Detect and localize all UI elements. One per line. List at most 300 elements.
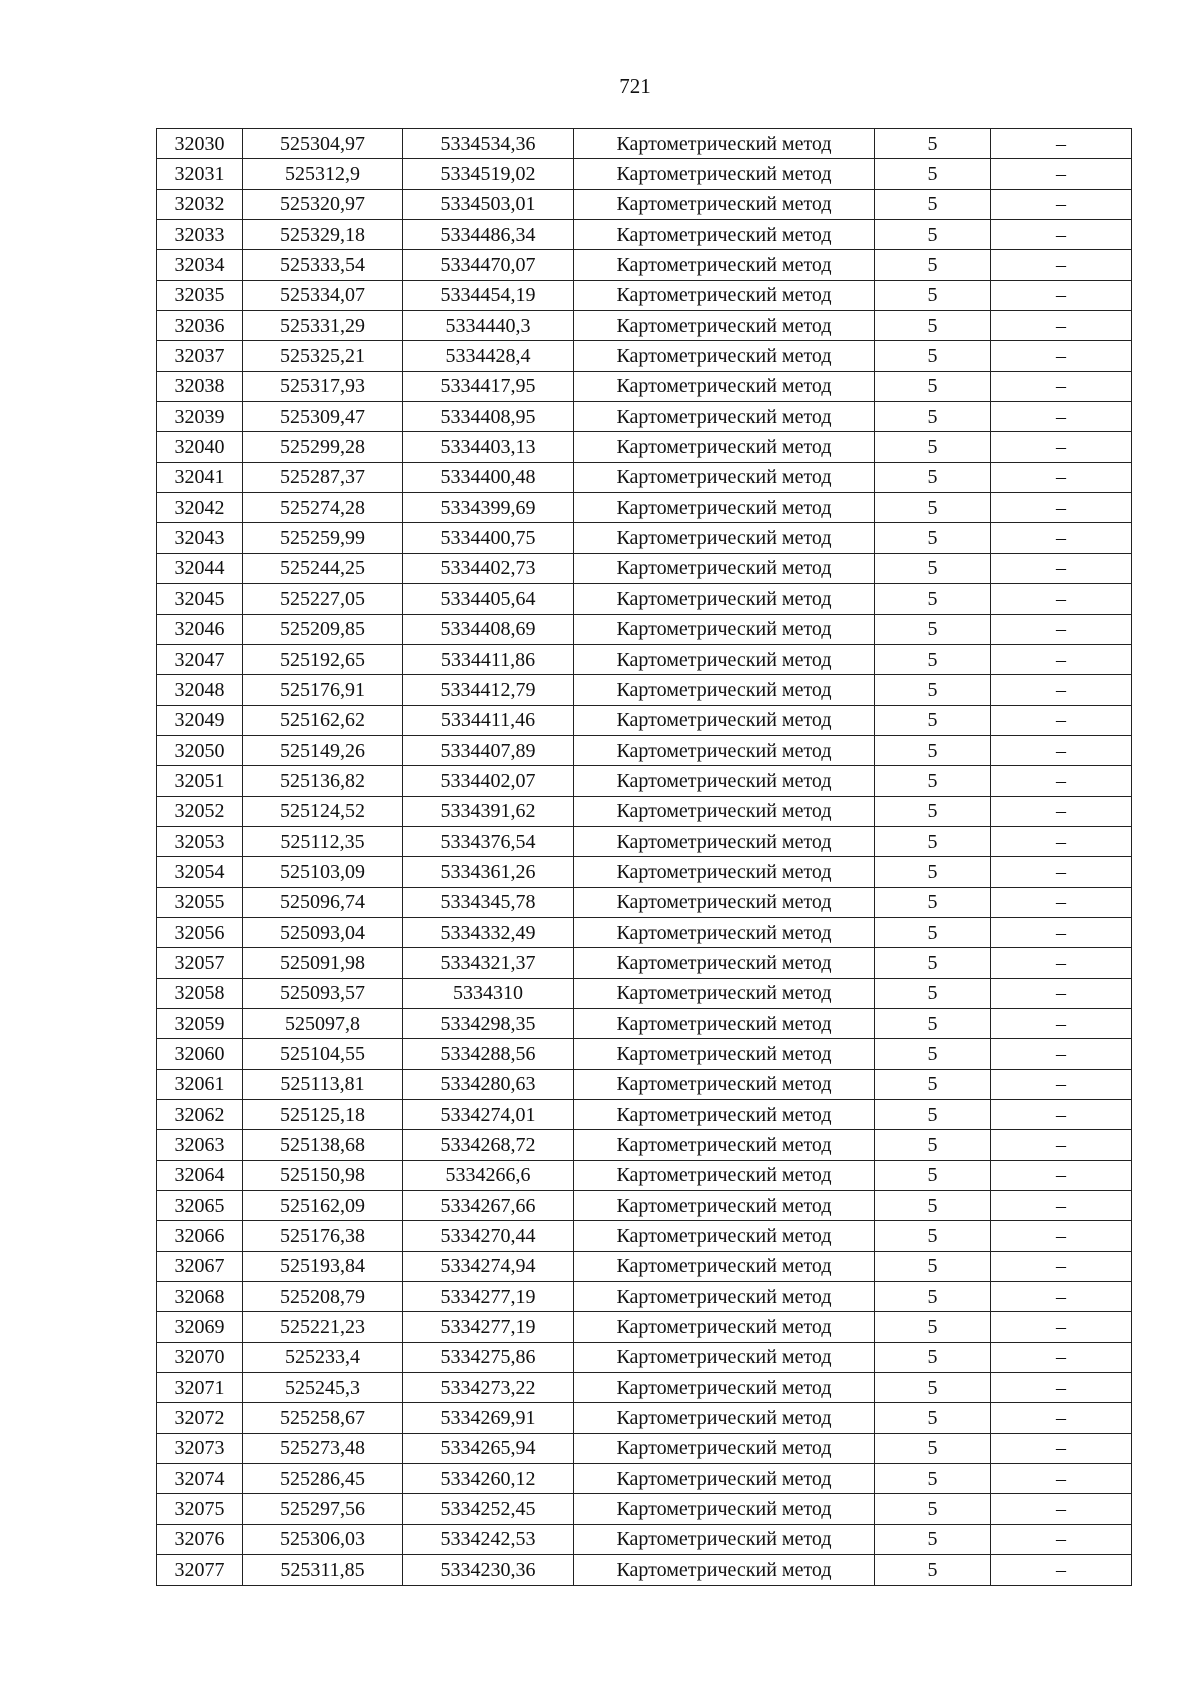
method-cell: Картометрический метод [574,1130,875,1160]
point-number-cell: 32049 [157,705,243,735]
table-row [157,1342,1132,1372]
point-number-cell: 32044 [157,553,243,583]
method-cell: Картометрический метод [574,523,875,553]
accuracy-cell: 5 [875,1008,991,1038]
table-row [157,1039,1132,1069]
point-number-cell: 32041 [157,462,243,492]
description-cell: – [991,462,1132,492]
point-number-cell: 32075 [157,1494,243,1524]
table-row [157,735,1132,765]
method-cell: Картометрический метод [574,189,875,219]
table-row [157,553,1132,583]
y-coordinate-cell: 5334280,63 [403,1069,574,1099]
method-cell: Картометрический метод [574,1100,875,1130]
accuracy-cell: 5 [875,129,991,159]
y-coordinate-cell: 5334275,86 [403,1342,574,1372]
y-coordinate-cell: 5334440,3 [403,311,574,341]
point-number-cell: 32034 [157,250,243,280]
y-coordinate-cell: 5334269,91 [403,1403,574,1433]
method-cell: Картометрический метод [574,1039,875,1069]
y-coordinate-cell: 5334361,26 [403,857,574,887]
y-coordinate-cell: 5334407,89 [403,735,574,765]
y-coordinate-cell: 5334277,19 [403,1282,574,1312]
point-number-cell: 32060 [157,1039,243,1069]
x-coordinate-cell: 525209,85 [243,614,403,644]
description-cell: – [991,1221,1132,1251]
y-coordinate-cell: 5334519,02 [403,159,574,189]
x-coordinate-cell: 525233,4 [243,1342,403,1372]
table-row [157,1312,1132,1342]
y-coordinate-cell: 5334417,95 [403,371,574,401]
x-coordinate-cell: 525192,65 [243,644,403,674]
table-row [157,766,1132,796]
y-coordinate-cell: 5334411,46 [403,705,574,735]
x-coordinate-cell: 525309,47 [243,402,403,432]
y-coordinate-cell: 5334298,35 [403,1008,574,1038]
y-coordinate-cell: 5334265,94 [403,1433,574,1463]
table-row [157,1130,1132,1160]
accuracy-cell: 5 [875,189,991,219]
x-coordinate-cell: 525113,81 [243,1069,403,1099]
table-row [157,948,1132,978]
description-cell: – [991,159,1132,189]
table-row [157,917,1132,947]
table-row [157,311,1132,341]
accuracy-cell: 5 [875,462,991,492]
accuracy-cell: 5 [875,796,991,826]
point-number-cell: 32074 [157,1464,243,1494]
accuracy-cell: 5 [875,341,991,371]
accuracy-cell: 5 [875,280,991,310]
description-cell: – [991,1555,1132,1585]
description-cell: – [991,675,1132,705]
description-cell: – [991,432,1132,462]
method-cell: Картометрический метод [574,1555,875,1585]
x-coordinate-cell: 525333,54 [243,250,403,280]
point-number-cell: 32067 [157,1251,243,1281]
method-cell: Картометрический метод [574,978,875,1008]
y-coordinate-cell: 5334402,73 [403,553,574,583]
point-number-cell: 32066 [157,1221,243,1251]
accuracy-cell: 5 [875,1221,991,1251]
accuracy-cell: 5 [875,1464,991,1494]
description-cell: – [991,129,1132,159]
point-number-cell: 32058 [157,978,243,1008]
accuracy-cell: 5 [875,826,991,856]
table-row [157,584,1132,614]
accuracy-cell: 5 [875,250,991,280]
method-cell: Картометрический метод [574,948,875,978]
table-row [157,1524,1132,1554]
point-number-cell: 32047 [157,644,243,674]
method-cell: Картометрический метод [574,584,875,614]
method-cell: Картометрический метод [574,1069,875,1099]
accuracy-cell: 5 [875,1282,991,1312]
accuracy-cell: 5 [875,1312,991,1342]
y-coordinate-cell: 5334274,94 [403,1251,574,1281]
y-coordinate-cell: 5334399,69 [403,493,574,523]
point-number-cell: 32032 [157,189,243,219]
description-cell: – [991,1191,1132,1221]
method-cell: Картометрический метод [574,1433,875,1463]
table-row [157,705,1132,735]
accuracy-cell: 5 [875,311,991,341]
x-coordinate-cell: 525097,8 [243,1008,403,1038]
point-number-cell: 32035 [157,280,243,310]
method-cell: Картометрический метод [574,402,875,432]
table-row [157,1100,1132,1130]
description-cell: – [991,250,1132,280]
point-number-cell: 32052 [157,796,243,826]
description-cell: – [991,1039,1132,1069]
description-cell: – [991,1403,1132,1433]
x-coordinate-cell: 525136,82 [243,766,403,796]
table-row [157,1160,1132,1190]
accuracy-cell: 5 [875,553,991,583]
x-coordinate-cell: 525299,28 [243,432,403,462]
point-number-cell: 32030 [157,129,243,159]
method-cell: Картометрический метод [574,826,875,856]
table-row [157,1251,1132,1281]
accuracy-cell: 5 [875,584,991,614]
y-coordinate-cell: 5334266,6 [403,1160,574,1190]
y-coordinate-cell: 5334230,36 [403,1555,574,1585]
table-row [157,887,1132,917]
accuracy-cell: 5 [875,735,991,765]
method-cell: Картометрический метод [574,857,875,887]
table-row [157,462,1132,492]
accuracy-cell: 5 [875,1130,991,1160]
accuracy-cell: 5 [875,948,991,978]
method-cell: Картометрический метод [574,1494,875,1524]
y-coordinate-cell: 5334402,07 [403,766,574,796]
point-number-cell: 32070 [157,1342,243,1372]
method-cell: Картометрический метод [574,675,875,705]
accuracy-cell: 5 [875,1403,991,1433]
point-number-cell: 32059 [157,1008,243,1038]
table-row [157,220,1132,250]
point-number-cell: 32057 [157,948,243,978]
point-number-cell: 32061 [157,1069,243,1099]
table-row [157,432,1132,462]
y-coordinate-cell: 5334268,72 [403,1130,574,1160]
x-coordinate-cell: 525320,97 [243,189,403,219]
x-coordinate-cell: 525331,29 [243,311,403,341]
y-coordinate-cell: 5334252,45 [403,1494,574,1524]
y-coordinate-cell: 5334486,34 [403,220,574,250]
method-cell: Картометрический метод [574,280,875,310]
method-cell: Картометрический метод [574,1008,875,1038]
x-coordinate-cell: 525297,56 [243,1494,403,1524]
x-coordinate-cell: 525286,45 [243,1464,403,1494]
description-cell: – [991,553,1132,583]
accuracy-cell: 5 [875,493,991,523]
accuracy-cell: 5 [875,1524,991,1554]
method-cell: Картометрический метод [574,371,875,401]
table-row [157,402,1132,432]
x-coordinate-cell: 525103,09 [243,857,403,887]
accuracy-cell: 5 [875,766,991,796]
table-row [157,1373,1132,1403]
point-number-cell: 32039 [157,402,243,432]
accuracy-cell: 5 [875,432,991,462]
accuracy-cell: 5 [875,1342,991,1372]
accuracy-cell: 5 [875,644,991,674]
y-coordinate-cell: 5334503,01 [403,189,574,219]
y-coordinate-cell: 5334267,66 [403,1191,574,1221]
point-number-cell: 32050 [157,735,243,765]
point-number-cell: 32068 [157,1282,243,1312]
y-coordinate-cell: 5334454,19 [403,280,574,310]
method-cell: Картометрический метод [574,614,875,644]
table-row [157,493,1132,523]
accuracy-cell: 5 [875,917,991,947]
y-coordinate-cell: 5334470,07 [403,250,574,280]
description-cell: – [991,1524,1132,1554]
table-row [157,826,1132,856]
table-row [157,523,1132,553]
table-row [157,857,1132,887]
description-cell: – [991,948,1132,978]
method-cell: Картометрический метод [574,1524,875,1554]
point-number-cell: 32048 [157,675,243,705]
x-coordinate-cell: 525334,07 [243,280,403,310]
accuracy-cell: 5 [875,1160,991,1190]
description-cell: – [991,614,1132,644]
x-coordinate-cell: 525245,3 [243,1373,403,1403]
point-number-cell: 32069 [157,1312,243,1342]
point-number-cell: 32040 [157,432,243,462]
x-coordinate-cell: 525306,03 [243,1524,403,1554]
y-coordinate-cell: 5334345,78 [403,887,574,917]
method-cell: Картометрический метод [574,1403,875,1433]
description-cell: – [991,1069,1132,1099]
method-cell: Картометрический метод [574,553,875,583]
table-row [157,978,1132,1008]
y-coordinate-cell: 5334408,69 [403,614,574,644]
y-coordinate-cell: 5334400,75 [403,523,574,553]
y-coordinate-cell: 5334270,44 [403,1221,574,1251]
method-cell: Картометрический метод [574,159,875,189]
accuracy-cell: 5 [875,857,991,887]
method-cell: Картометрический метод [574,766,875,796]
description-cell: – [991,826,1132,856]
description-cell: – [991,1160,1132,1190]
description-cell: – [991,584,1132,614]
description-cell: – [991,1342,1132,1372]
x-coordinate-cell: 525312,9 [243,159,403,189]
method-cell: Картометрический метод [574,1342,875,1372]
accuracy-cell: 5 [875,675,991,705]
y-coordinate-cell: 5334376,54 [403,826,574,856]
accuracy-cell: 5 [875,371,991,401]
table-row [157,341,1132,371]
description-cell: – [991,523,1132,553]
accuracy-cell: 5 [875,523,991,553]
y-coordinate-cell: 5334412,79 [403,675,574,705]
x-coordinate-cell: 525093,04 [243,917,403,947]
description-cell: – [991,766,1132,796]
table-row [157,1555,1132,1585]
x-coordinate-cell: 525258,67 [243,1403,403,1433]
description-cell: – [991,1494,1132,1524]
description-cell: – [991,1312,1132,1342]
x-coordinate-cell: 525104,55 [243,1039,403,1069]
method-cell: Картометрический метод [574,887,875,917]
y-coordinate-cell: 5334411,86 [403,644,574,674]
accuracy-cell: 5 [875,1433,991,1463]
x-coordinate-cell: 525208,79 [243,1282,403,1312]
x-coordinate-cell: 525317,93 [243,371,403,401]
x-coordinate-cell: 525150,98 [243,1160,403,1190]
x-coordinate-cell: 525227,05 [243,584,403,614]
method-cell: Картометрический метод [574,1160,875,1190]
table-row [157,1403,1132,1433]
method-cell: Картометрический метод [574,735,875,765]
accuracy-cell: 5 [875,1494,991,1524]
y-coordinate-cell: 5334400,48 [403,462,574,492]
description-cell: – [991,341,1132,371]
point-number-cell: 32045 [157,584,243,614]
table-row [157,644,1132,674]
x-coordinate-cell: 525176,91 [243,675,403,705]
point-number-cell: 32056 [157,917,243,947]
accuracy-cell: 5 [875,705,991,735]
point-number-cell: 32062 [157,1100,243,1130]
description-cell: – [991,402,1132,432]
description-cell: – [991,189,1132,219]
table-row [157,1464,1132,1494]
method-cell: Картометрический метод [574,1191,875,1221]
y-coordinate-cell: 5334332,49 [403,917,574,947]
point-number-cell: 32072 [157,1403,243,1433]
method-cell: Картометрический метод [574,129,875,159]
x-coordinate-cell: 525193,84 [243,1251,403,1281]
method-cell: Картометрический метод [574,644,875,674]
description-cell: – [991,1251,1132,1281]
accuracy-cell: 5 [875,1251,991,1281]
accuracy-cell: 5 [875,614,991,644]
accuracy-cell: 5 [875,978,991,1008]
description-cell: – [991,1282,1132,1312]
y-coordinate-cell: 5334274,01 [403,1100,574,1130]
y-coordinate-cell: 5334277,19 [403,1312,574,1342]
method-cell: Картометрический метод [574,220,875,250]
accuracy-cell: 5 [875,1039,991,1069]
y-coordinate-cell: 5334403,13 [403,432,574,462]
method-cell: Картометрический метод [574,796,875,826]
x-coordinate-cell: 525244,25 [243,553,403,583]
x-coordinate-cell: 525112,35 [243,826,403,856]
table-row [157,1008,1132,1038]
description-cell: – [991,1373,1132,1403]
method-cell: Картометрический метод [574,1282,875,1312]
point-number-cell: 32046 [157,614,243,644]
description-cell: – [991,1464,1132,1494]
description-cell: – [991,1433,1132,1463]
accuracy-cell: 5 [875,1100,991,1130]
point-number-cell: 32051 [157,766,243,796]
method-cell: Картометрический метод [574,705,875,735]
point-number-cell: 32065 [157,1191,243,1221]
method-cell: Картометрический метод [574,432,875,462]
point-number-cell: 32038 [157,371,243,401]
table-body [157,129,1132,1586]
table-row [157,1282,1132,1312]
table-row [157,189,1132,219]
table-row [157,129,1132,159]
table-row [157,614,1132,644]
table-row [157,159,1132,189]
method-cell: Картометрический метод [574,341,875,371]
method-cell: Картометрический метод [574,493,875,523]
point-number-cell: 32071 [157,1373,243,1403]
point-number-cell: 32042 [157,493,243,523]
point-number-cell: 32077 [157,1555,243,1585]
x-coordinate-cell: 525325,21 [243,341,403,371]
method-cell: Картометрический метод [574,462,875,492]
point-number-cell: 32033 [157,220,243,250]
y-coordinate-cell: 5334310 [403,978,574,1008]
accuracy-cell: 5 [875,1555,991,1585]
table-row [157,1221,1132,1251]
x-coordinate-cell: 525221,23 [243,1312,403,1342]
x-coordinate-cell: 525091,98 [243,948,403,978]
table-row [157,280,1132,310]
point-number-cell: 32037 [157,341,243,371]
x-coordinate-cell: 525287,37 [243,462,403,492]
point-number-cell: 32064 [157,1160,243,1190]
x-coordinate-cell: 525138,68 [243,1130,403,1160]
y-coordinate-cell: 5334405,64 [403,584,574,614]
y-coordinate-cell: 5334534,36 [403,129,574,159]
x-coordinate-cell: 525329,18 [243,220,403,250]
table-row [157,796,1132,826]
x-coordinate-cell: 525162,09 [243,1191,403,1221]
x-coordinate-cell: 525311,85 [243,1555,403,1585]
description-cell: – [991,493,1132,523]
point-number-cell: 32043 [157,523,243,553]
method-cell: Картометрический метод [574,250,875,280]
accuracy-cell: 5 [875,887,991,917]
description-cell: – [991,1130,1132,1160]
point-number-cell: 32076 [157,1524,243,1554]
description-cell: – [991,705,1132,735]
x-coordinate-cell: 525274,28 [243,493,403,523]
x-coordinate-cell: 525304,97 [243,129,403,159]
y-coordinate-cell: 5334273,22 [403,1373,574,1403]
x-coordinate-cell: 525176,38 [243,1221,403,1251]
method-cell: Картометрический метод [574,1221,875,1251]
description-cell: – [991,978,1132,1008]
accuracy-cell: 5 [875,220,991,250]
x-coordinate-cell: 525259,99 [243,523,403,553]
x-coordinate-cell: 525273,48 [243,1433,403,1463]
description-cell: – [991,796,1132,826]
method-cell: Картометрический метод [574,311,875,341]
description-cell: – [991,311,1132,341]
coordinates-table [156,128,1132,1586]
method-cell: Картометрический метод [574,1312,875,1342]
point-number-cell: 32031 [157,159,243,189]
x-coordinate-cell: 525162,62 [243,705,403,735]
description-cell: – [991,280,1132,310]
y-coordinate-cell: 5334321,37 [403,948,574,978]
page-number: 721 [619,74,651,98]
description-cell: – [991,220,1132,250]
table-row [157,1433,1132,1463]
description-cell: – [991,735,1132,765]
